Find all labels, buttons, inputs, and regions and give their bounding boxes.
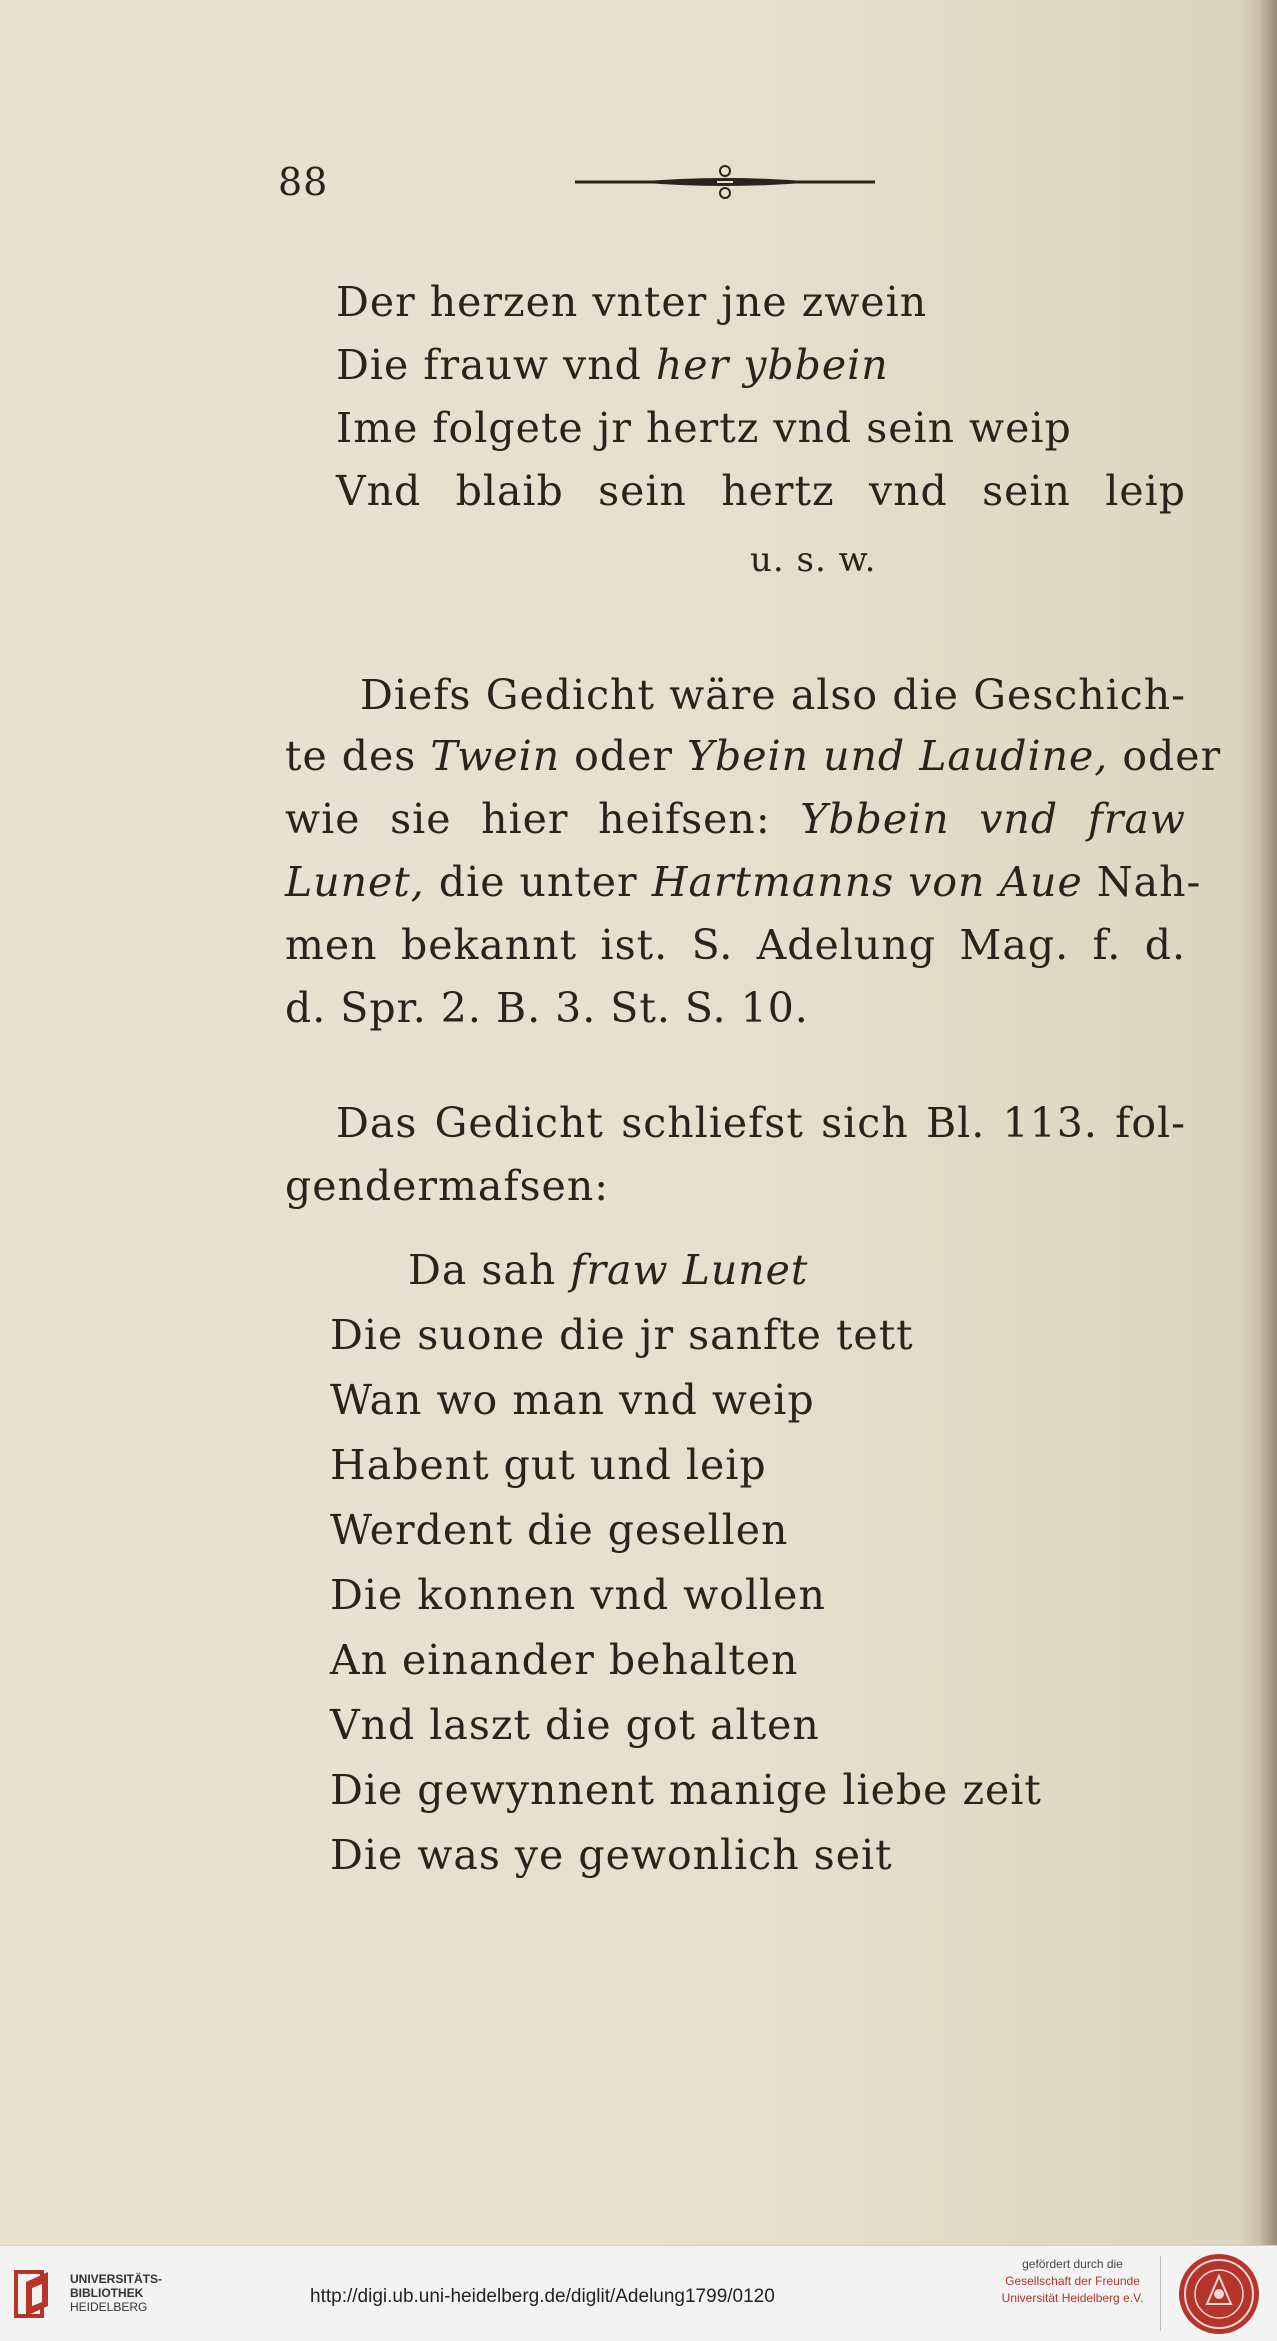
text-run-italic: Lunet, <box>285 858 425 906</box>
text-run-italic: Hartmanns von Aue <box>651 858 1083 906</box>
paragraph-line: men bekannt ist. S. Adelung Mag. f. d. <box>285 921 1186 969</box>
library-name-line: UNIVERSITÄTS- <box>70 2272 163 2286</box>
text-run-italic: Twein <box>430 732 561 780</box>
verse-line: Die konnen vnd wollen <box>330 1571 826 1619</box>
verse-text: Die frauw vnd <box>336 341 642 389</box>
verse-line <box>336 335 889 395</box>
permalink-url[interactable]: http://digi.ub.uni-heidelberg.de/diglit/Adelung1799/0120 <box>310 2286 775 2307</box>
ub-logo-icon <box>14 2268 64 2320</box>
paragraph-line: d. Spr. 2. B. 3. St. S. 10. <box>285 984 809 1032</box>
text-run: oder <box>1108 732 1222 780</box>
verse-line: Wan wo man vnd weip <box>330 1376 815 1424</box>
sponsor-line: Gesellschaft der Freunde <box>1005 2274 1140 2288</box>
page-edge-shadow <box>1259 0 1277 2245</box>
paragraph-line: Das Gedicht schliefst sich Bl. 113. fol- <box>336 1099 1186 1147</box>
library-name-line: BIBLIOTHEK <box>70 2286 144 2300</box>
footer-divider <box>1160 2256 1161 2331</box>
text-run: te des <box>285 732 431 780</box>
verse-text-italic: her ybbein <box>655 341 889 389</box>
paragraph-line <box>285 789 1186 849</box>
verse-text: Da sah <box>408 1246 571 1294</box>
text-run-italic: Ybein und Laudine, <box>686 732 1109 780</box>
paragraph-line: Diefs Gedicht wäre also die Geschich- <box>360 671 1186 719</box>
text-run: Nah- <box>1082 858 1202 906</box>
verse-line: Vnd blaib sein hertz vnd sein leip <box>336 467 1186 515</box>
text-run: oder <box>560 732 687 780</box>
paragraph-line <box>285 852 1202 912</box>
verse-line: Die gewynnent manige liebe zeit <box>330 1766 1042 1814</box>
verse-line: Der herzen vnter jne zwein <box>336 278 928 326</box>
verse-etc: u. s. w. <box>750 540 877 580</box>
paragraph-line <box>285 726 1222 786</box>
library-name <box>70 2272 162 2314</box>
paragraph-line: gendermafsen: <box>285 1162 610 1210</box>
verse-line <box>408 1240 808 1300</box>
page-number: 88 <box>278 160 329 204</box>
verse-line: Ime folgete jr hertz vnd sein weip <box>336 404 1072 452</box>
sponsor-line: Universität Heidelberg e.V. <box>1001 2291 1144 2305</box>
verse-line: Die suone die jr sanfte tett <box>330 1311 914 1359</box>
sponsor-credit <box>985 2256 1160 2307</box>
verse-line: Werdent die gesellen <box>330 1506 789 1554</box>
sponsor-line: gefördert durch die <box>1022 2257 1123 2271</box>
university-seal-icon <box>1175 2250 1263 2338</box>
text-run: wie sie hier heifsen: <box>285 795 801 843</box>
verse-line: Habent gut und leip <box>330 1441 767 1489</box>
verse-text-italic: fraw Lunet <box>570 1246 809 1294</box>
text-run: die unter <box>424 858 652 906</box>
viewer-footer <box>0 2245 1277 2341</box>
verse-line: Vnd laszt die got alten <box>330 1701 820 1749</box>
ornament-rule-icon <box>575 162 875 202</box>
verse-line: An einander behalten <box>330 1636 799 1684</box>
library-name-line: HEIDELBERG <box>70 2300 148 2314</box>
verse-line: Die was ye gewonlich seit <box>330 1831 893 1879</box>
text-run-italic: Ybbein vnd fraw <box>800 795 1187 843</box>
